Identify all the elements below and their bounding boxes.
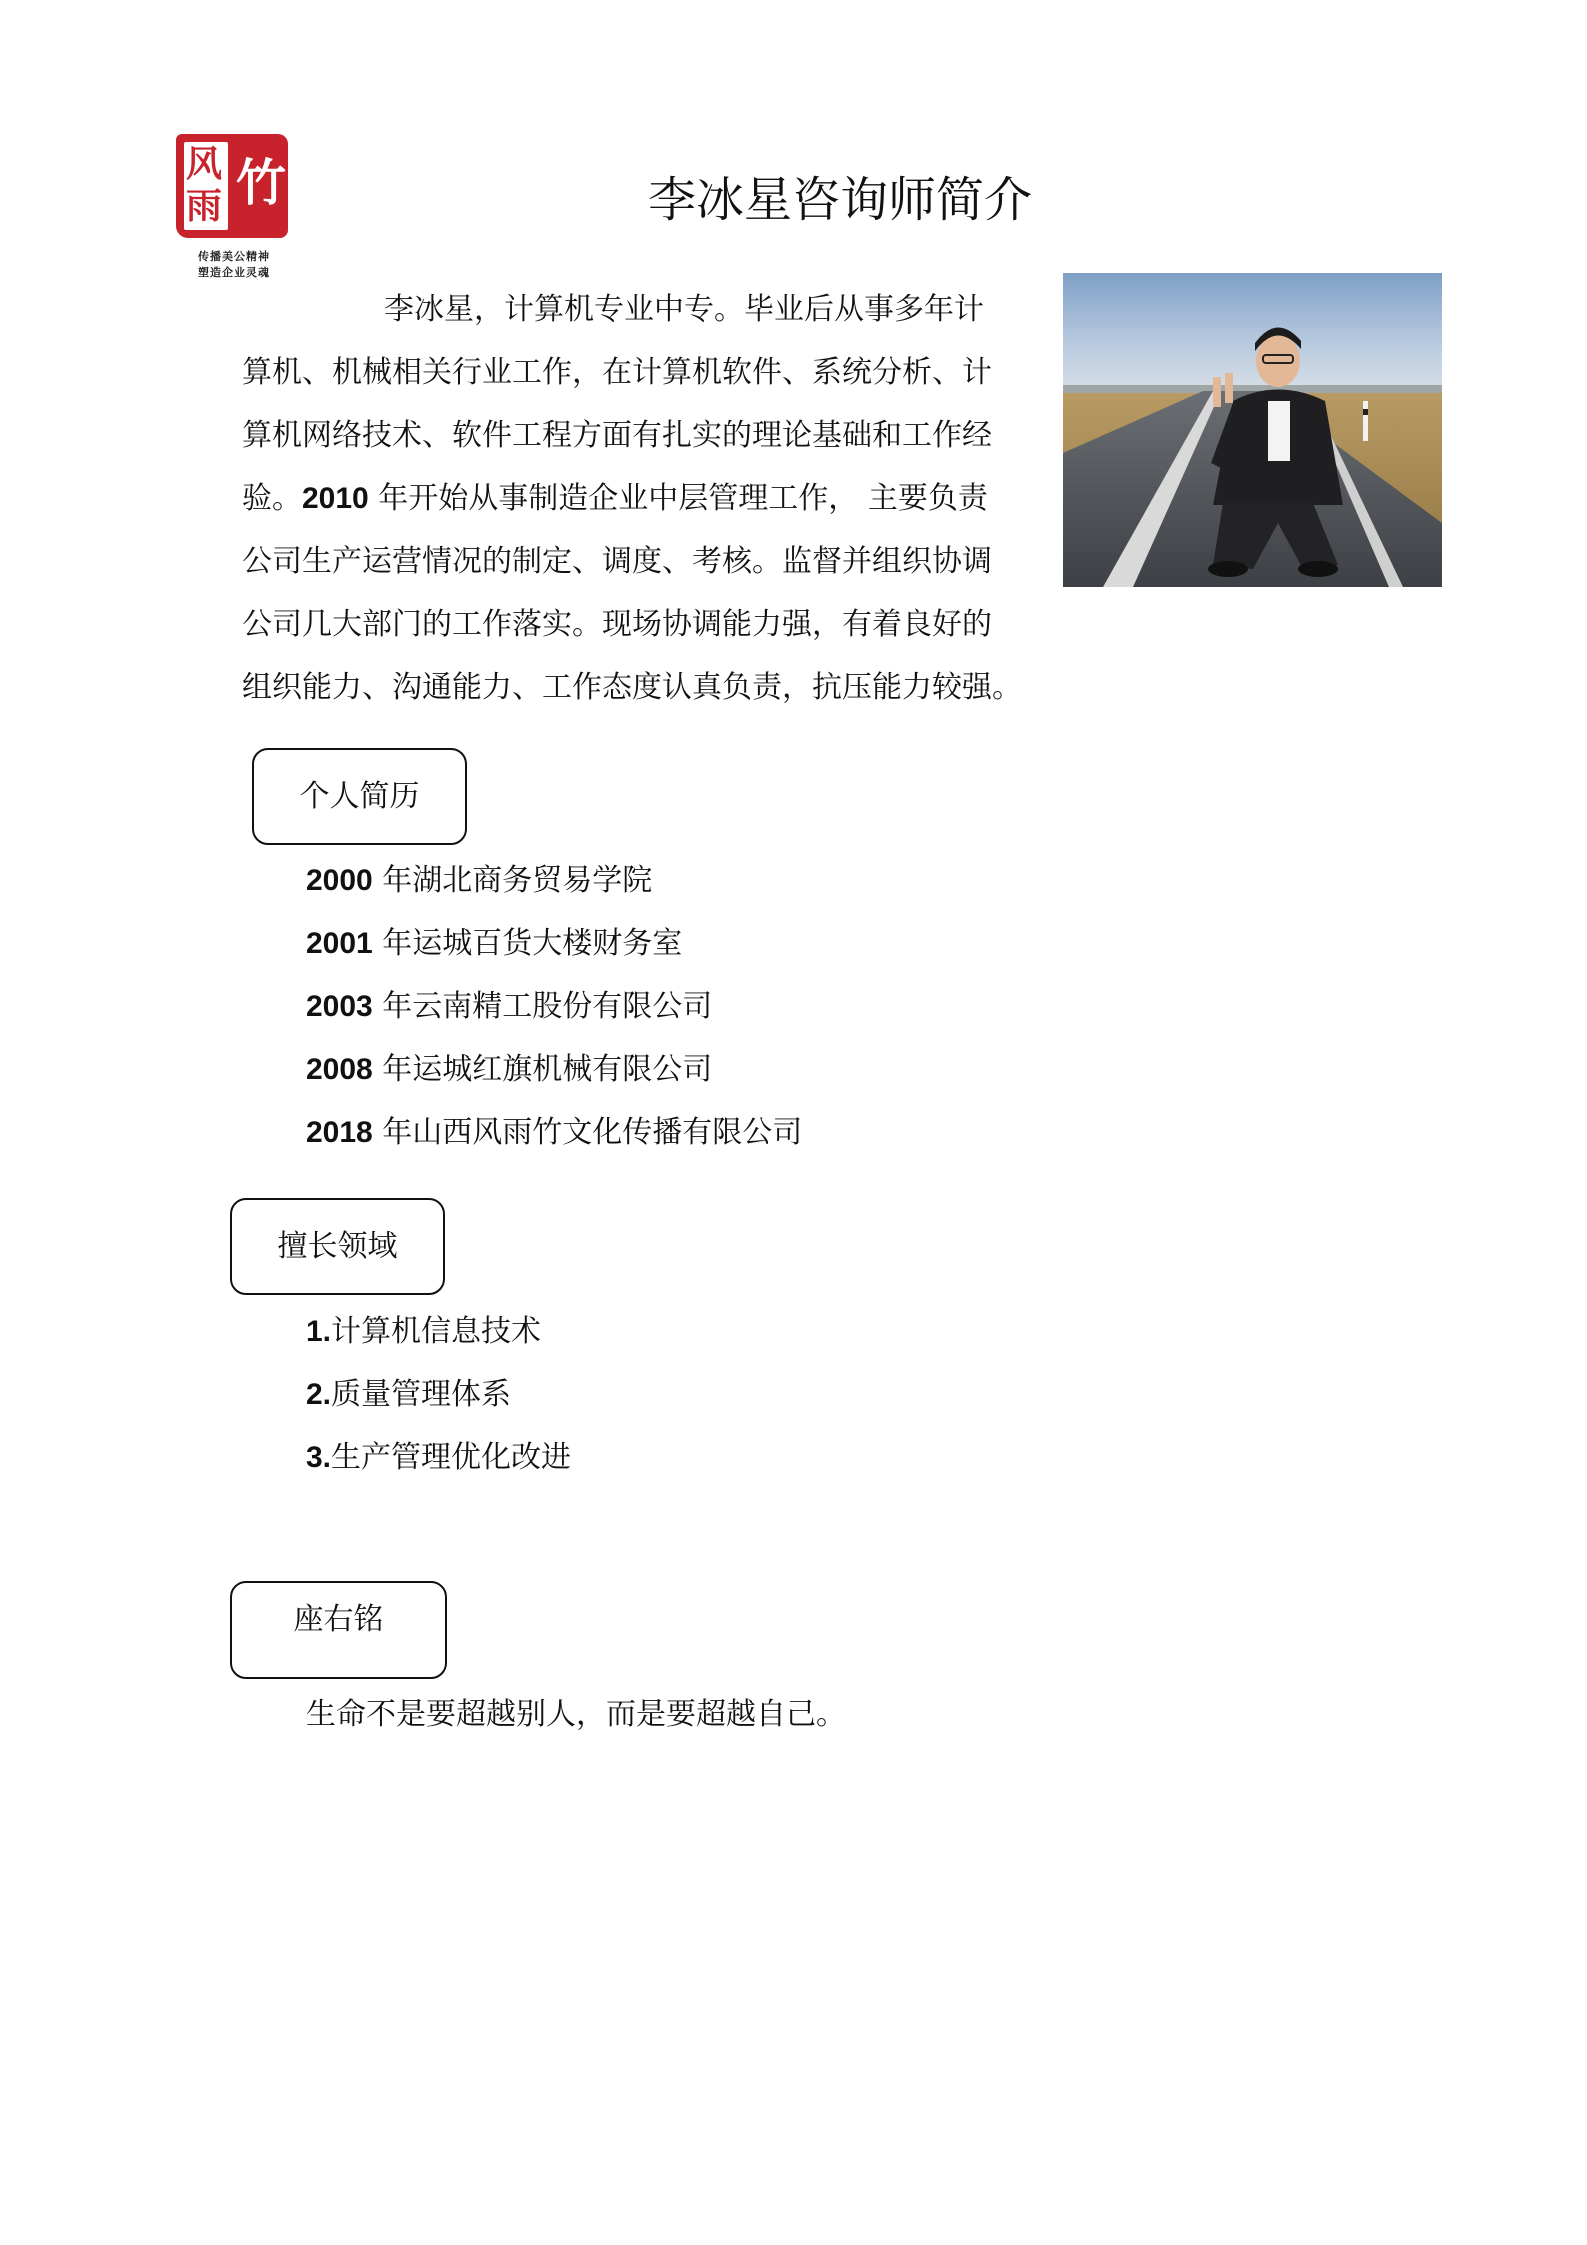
intro-line-4-rest: 年开始从事制造企业中层管理工作， 主要负责 bbox=[368, 481, 988, 516]
resume-text: 年云南精工股份有限公司 bbox=[372, 989, 713, 1024]
seal-char-feng: 风 bbox=[186, 143, 223, 185]
expertise-number: 3. bbox=[306, 1441, 332, 1474]
list-item bbox=[306, 975, 802, 1038]
expertise-number: 2. bbox=[306, 1378, 332, 1411]
list-item bbox=[306, 1101, 802, 1164]
resume-text: 年运城百货大楼财务室 bbox=[372, 926, 683, 961]
logo-slogan-line1: 传播美公精神 bbox=[198, 250, 270, 263]
intro-year: 2010 bbox=[302, 482, 369, 515]
motto-text: 生命不是要超越别人，而是要超越自己。 bbox=[306, 1697, 846, 1732]
list-item bbox=[306, 1038, 802, 1101]
expertise-heading-box bbox=[230, 1198, 445, 1295]
expertise-text: 生产管理优化改进 bbox=[331, 1440, 572, 1475]
seal-stamp bbox=[176, 134, 288, 238]
resume-year: 2003 bbox=[306, 990, 373, 1023]
intro-line-3: 算机网络技术、软件工程方面有扎实的理论基础和工作经 bbox=[242, 418, 992, 453]
expertise-text: 质量管理体系 bbox=[331, 1377, 512, 1412]
portrait-illustration bbox=[1063, 273, 1442, 587]
intro-line-7: 组织能力、沟通能力、工作态度认真负责，抗压能力较强。 bbox=[242, 670, 1022, 705]
expertise-heading: 擅长领域 bbox=[277, 1228, 398, 1264]
resume-year: 2008 bbox=[306, 1053, 373, 1086]
motto-heading-box bbox=[230, 1581, 447, 1679]
intro-line-5: 公司生产运营情况的制定、调度、考核。监督并组织协调 bbox=[242, 544, 992, 579]
expertise-text: 计算机信息技术 bbox=[331, 1314, 542, 1349]
resume-year: 2018 bbox=[306, 1116, 373, 1149]
page-title: 李冰星咨询师简介 bbox=[647, 172, 1032, 228]
portrait-photo bbox=[1063, 273, 1442, 587]
expertise-number: 1. bbox=[306, 1315, 332, 1348]
intro-paragraph bbox=[242, 278, 1042, 719]
intro-line-6: 公司几大部门的工作落实。现场协调能力强，有着良好的 bbox=[242, 607, 992, 642]
resume-year: 2001 bbox=[306, 927, 373, 960]
intro-line-2: 算机、机械相关行业工作，在计算机软件、系统分析、计 bbox=[242, 355, 992, 390]
company-logo bbox=[172, 134, 296, 282]
list-item bbox=[306, 849, 802, 912]
resume-text: 年湖北商务贸易学院 bbox=[372, 863, 653, 898]
logo-slogan-line2: 塑造企业灵魂 bbox=[198, 266, 270, 279]
list-item bbox=[306, 1300, 571, 1363]
list-item bbox=[306, 912, 802, 975]
seal-char-yu: 雨 bbox=[186, 185, 223, 227]
resume-year: 2000 bbox=[306, 864, 373, 897]
resume-text: 年运城红旗机械有限公司 bbox=[372, 1052, 713, 1087]
motto-heading: 座右铭 bbox=[293, 1602, 384, 1637]
resume-text: 年山西风雨竹文化传播有限公司 bbox=[372, 1115, 803, 1150]
seal-char-zhu: 竹 bbox=[236, 153, 286, 212]
expertise-list bbox=[306, 1300, 571, 1489]
resume-list bbox=[306, 849, 802, 1164]
intro-line-1: 李冰星，计算机专业中专。毕业后从事多年计 bbox=[384, 292, 984, 327]
resume-heading: 个人简历 bbox=[299, 778, 420, 814]
list-item bbox=[306, 1426, 571, 1489]
intro-line-4-prefix: 验。 bbox=[242, 481, 302, 516]
intro-line-4 bbox=[242, 467, 1042, 530]
list-item bbox=[306, 1363, 571, 1426]
resume-heading-box bbox=[252, 748, 467, 845]
